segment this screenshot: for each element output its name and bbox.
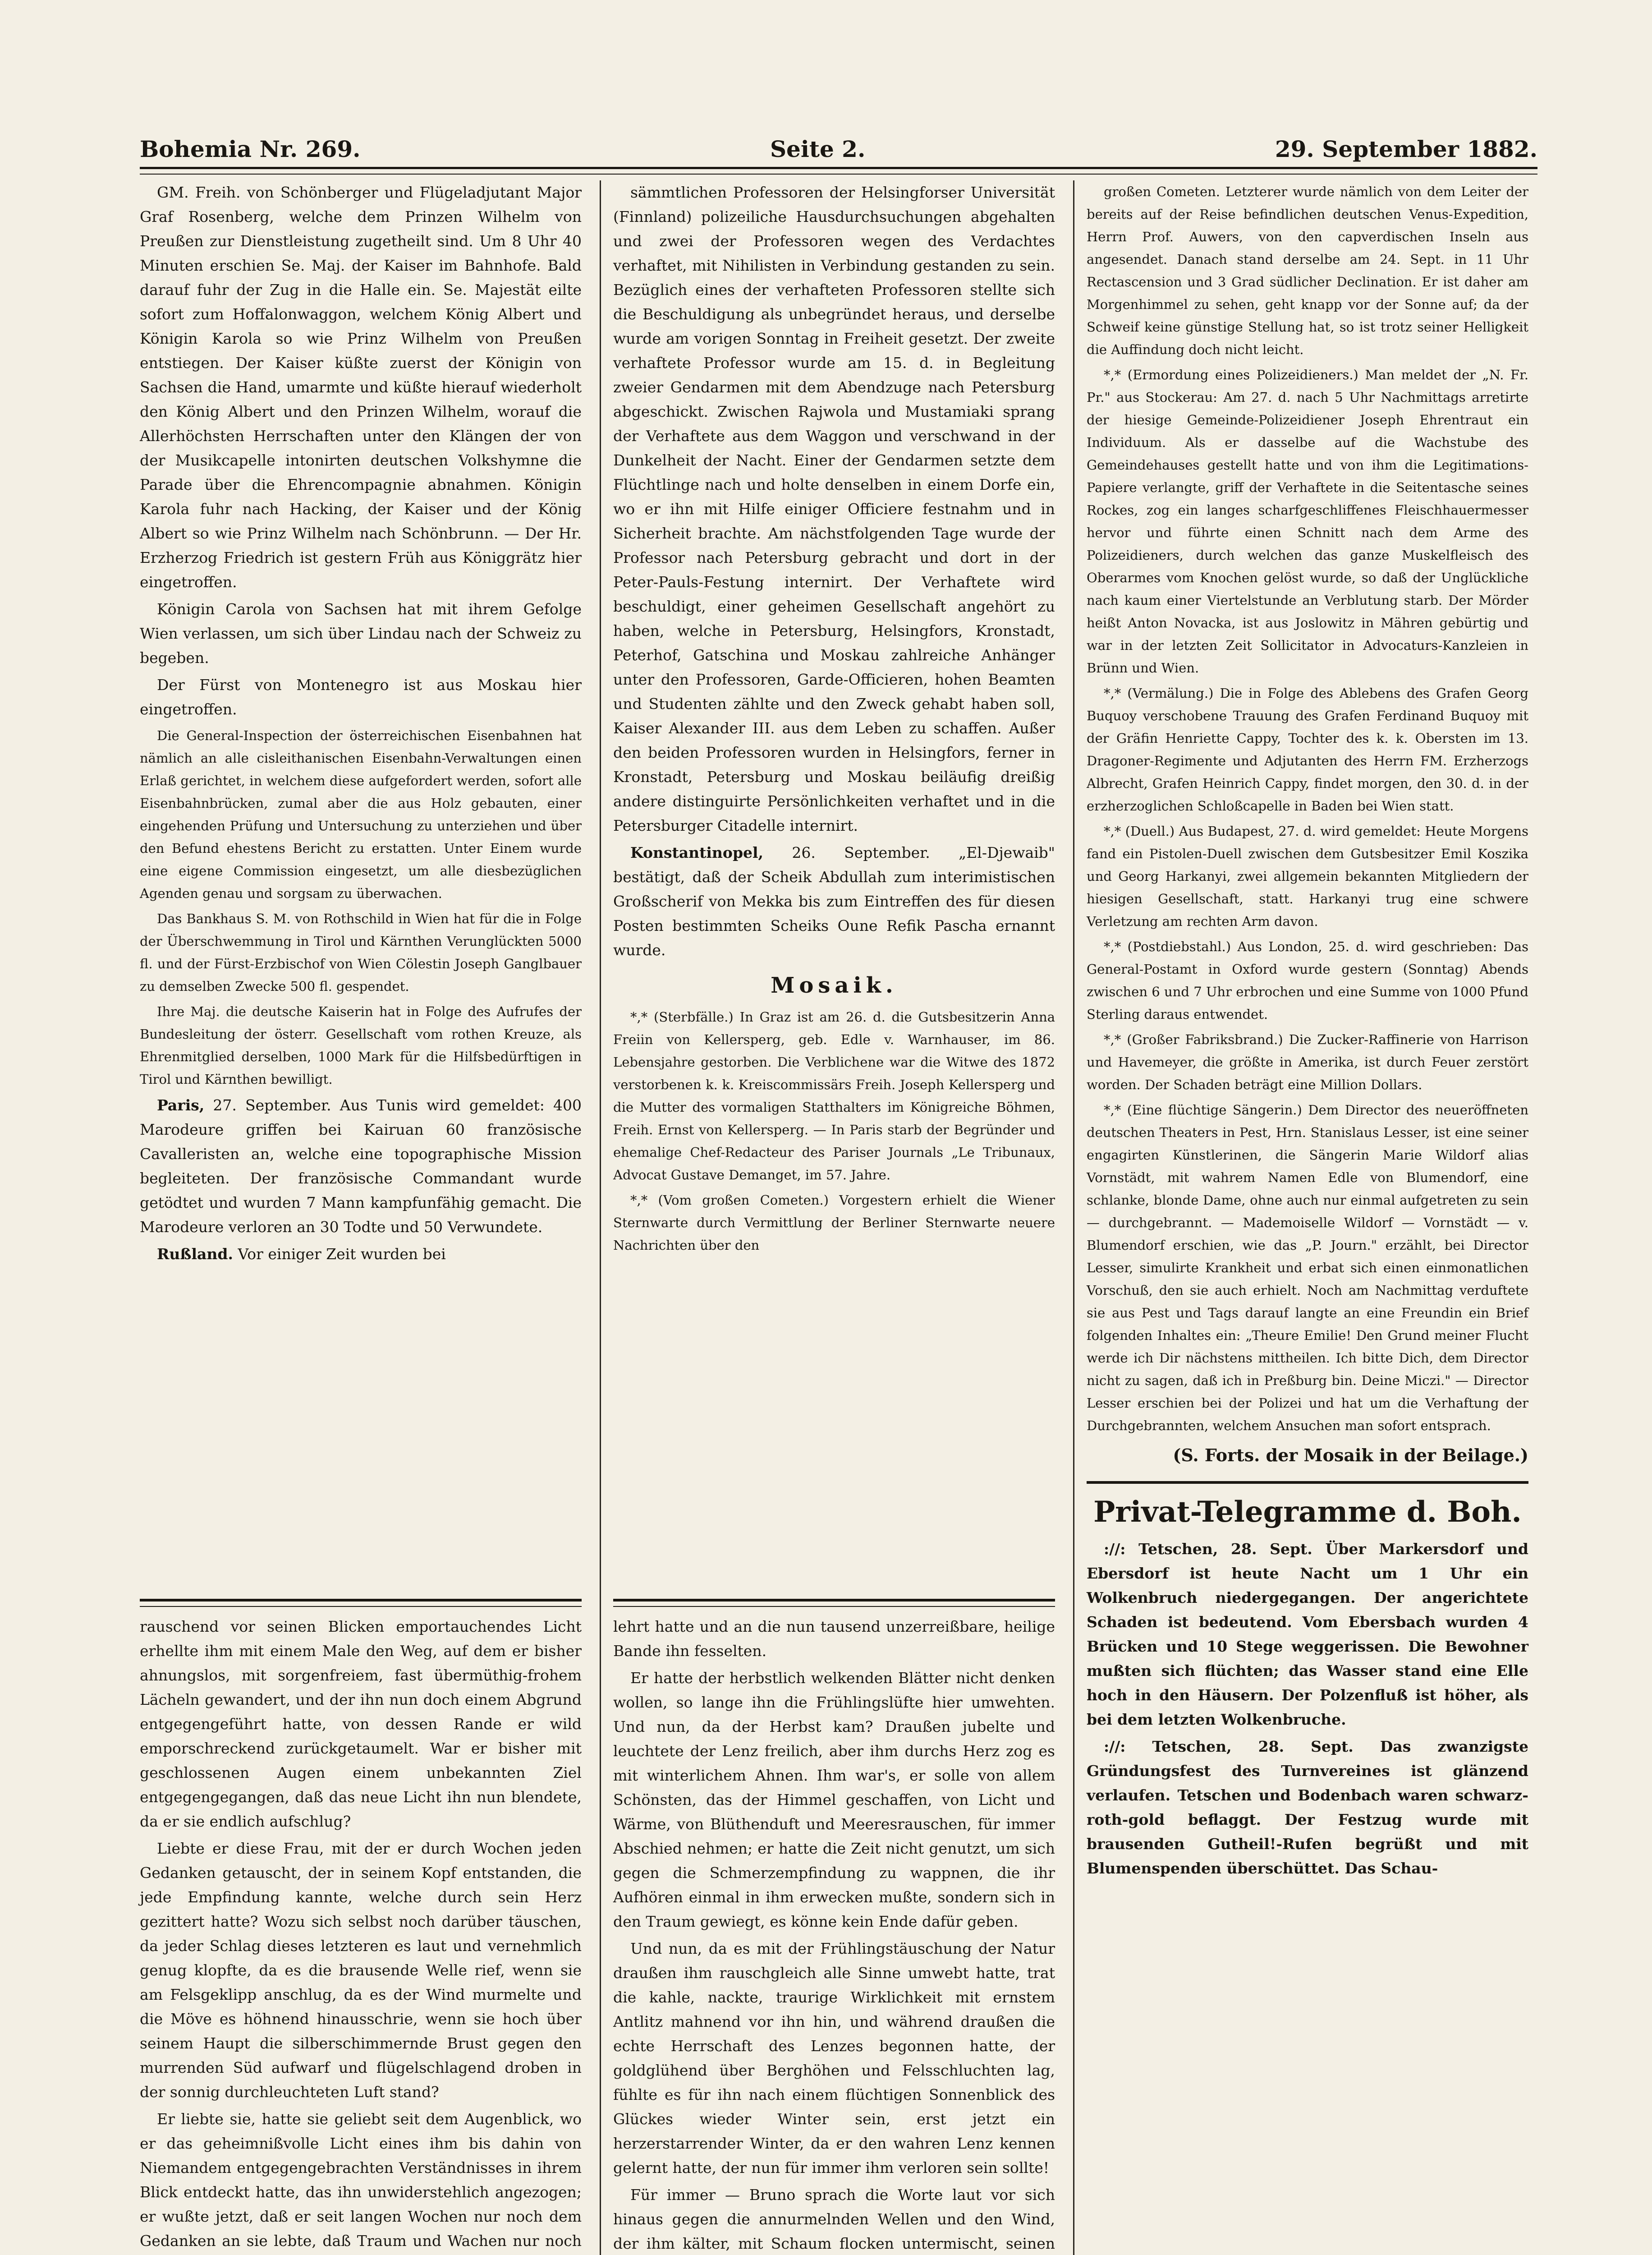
article-paragraph: sämmtlichen Professoren der Helsingforser Universität (Finnland) polizeiliche Hausdurchsuchungen abgehalten und zwei der Professoren wegen des Verdachtes verhaftet, mit Nihilisten in Verbindung gestanden zu sein. Bezüglich eines der verhafteten Professoren stellte sich die Beschuldigung als unbegründet heraus, und derselbe wurde am vorigen Sonntag in Freiheit gesetzt. Der zweite verhaftete Professor wurde am 15. d. in Begleitung zweier Gendarmen mit dem Abendzuge nach Petersburg abgeschickt. Zwischen Rajwola und Mustamiaki sprang der Verhaftete aus dem Waggon und verschwand in der Dunkelheit der Nacht. Einer der Gendarmen setzte dem Flüchtlinge nach und holte denselben in einem Dorfe ein, wo er ihn mit Hilfe einiger Officiere festnahm und in Sicherheit brachte. Am nächstfolgenden Tage wurde der Professor nach Petersburg gebracht und dort in der Peter-Pauls-Festung internirt. Der Verhaftete wird beschuldigt, einer geheimen Gesellschaft angehört zu haben, welche in Petersburg, Helsingfors, Kronstadt, Peterhof, Gatschina und Moskau zahlreiche Anhänger unter den Professoren, Garde-Officieren, hohen Beamten und Studenten zählte und den Zweck gehabt haben soll, Kaiser Alexander III. aus dem Leben zu schaffen. Außer den beiden Professoren wurden in Helsingfors, ferner in Kronstadt, Petersburg und Moskau beiläufig dreißig andere distinguirte Persönlichkeiten verhaftet und in die Petersburger Citadelle internirt. bbox=[613, 184, 1055, 834]
page-header bbox=[140, 126, 1537, 162]
feuilleton-paragraph: lehrt hatte und an die nun tausend unzerreißbare, heilige Bande ihn fesselten. bbox=[613, 1618, 1055, 1660]
telegram-item: ://: Tetschen, 28. Sept. Über Markersdorf und Ebersdorf ist heute Nacht um 1 Uhr ein Wolkenbruch niedergegangen. Der angerichtete Schaden ist bedeutend. Vom Ebersbach wurden 4 Brücken und 10 Stege weggerissen. Die Bewohner mußten sich flüchten; das Wasser stand eine Elle hoch in den Häusern. Der Polzenfluß ist höher, als bei dem letzten Wolkenbruche. bbox=[1087, 1540, 1528, 1728]
mosaik-item: großen Cometen. Letzterer wurde nämlich von dem Leiter der bereits auf der Reise befindlichen deutschen Venus-Expedition, Herrn Prof. Auwers, von den capverdischen Inseln aus angesendet. Danach stand derselbe am 24. Sept. in 11 Uhr Rectascension und 3 Grad südlicher Declination. Er ist daher am Morgenhimmel zu sehen, geht knapp vor der Sonne auf; da der Schweif keine günstige Stellung hat, so ist trotz seiner Helligkeit die Auffindung doch nicht leicht. bbox=[1087, 184, 1528, 357]
mosaik-item: *,* (Großer Fabriksbrand.) Die Zucker-Raffinerie von Harrison und Havemeyer, die größte in Amerika, ist durch Feuer zerstört worden. Der Schaden beträgt eine Million Dollars. bbox=[1087, 1032, 1528, 1092]
dateline: Paris, bbox=[157, 1096, 205, 1114]
article-paragraph: Ihre Maj. die deutsche Kaiserin hat in Folge des Aufrufes der Bundesleitung der österr. Gesellschaft vom rothen Kreuze, als Ehrenmitglied derselben, 1000 Mark für die Hilfsbedürftigen in Tirol und Kärnthen bewilligt. bbox=[140, 1004, 582, 1087]
article-paragraph: Das Bankhaus S. M. von Rothschild in Wien hat für die in Folge der Überschwemmung in Tirol und Kärnthen Verunglückten 5000 fl. und der Fürst-Erzbischof von Wien Cölestin Joseph Ganglbauer zu demselben Zwecke 500 fl. gespendet. bbox=[140, 911, 582, 994]
header-right: 29. September 1882. bbox=[1275, 136, 1537, 162]
mosaik-heading: Mosaik. bbox=[771, 973, 898, 998]
feuilleton-paragraph: Und nun, da es mit der Frühlingstäuschung der Natur draußen ihm rauschgleich alle Sinne umwebt hatte, trat die kahle, nackte, traurige Wirklichkeit mit ernstem Antlitz mahnend vor ihn hin, und während draußen die echte Herrschaft des Lenzes begonnen hatte, der goldglühend über Berghöhen und Felsschluchten lag, fühlte es für ihn nach einem flüchtigen Sonnenblick des Glückes wieder Winter sein, erst jetzt ein herzerstarrender Winter, da er den wahren Lenz kennen gelernt hatte, der nun für immer ihm verloren sein sollte! bbox=[613, 1940, 1055, 2177]
continuation-note: (S. Forts. der Mosaik in der Beilage.) bbox=[1173, 1445, 1528, 1465]
header-left: Bohemia Nr. 269. bbox=[140, 136, 361, 162]
mosaik-item: *,* (Postdiebstahl.) Aus London, 25. d. wird geschrieben: Das General-Postamt in Oxford wurde gestern (Sonntag) Abends zwischen 6 und 7 Uhr erbrochen und eine Summe von 1000 Pfund Sterling daraus entwendet. bbox=[1087, 939, 1528, 1022]
feuilleton-paragraph: rauschend vor seinen Blicken emportauchendes Licht erhellte ihm mit einem Male den Weg, auf dem er bisher ahnungslos, mit sorgenfreiem, fast übermüthig-frohem Lächeln gewandert, und der ihn nun doch einem Abgrund entgegengeführt hatte, von dessen Rande er wild emporschreckend zurückgetaumelt. War er bisher mit geschlossenen Augen einem unbekannten Ziel entgegengegangen, daß das neue Licht ihn nun blendete, da er sie endlich aufschlug? bbox=[140, 1618, 582, 1830]
column-divider bbox=[1073, 180, 1074, 2255]
mosaik-item: *,* (Vom großen Cometen.) Vorgestern erhielt die Wiener Sternwarte durch Vermittlung der Berliner Sternwarte neuere Nachrichten über den bbox=[613, 1192, 1055, 1253]
article-paragraph: Königin Carola von Sachsen hat mit ihrem Gefolge Wien verlassen, um sich über Lindau nach der Schweiz zu begeben. bbox=[140, 600, 582, 667]
column-2 bbox=[613, 180, 1055, 1259]
feuilleton-paragraph: Er hatte der herbstlich welkenden Blätter nicht denken wollen, so lange ihn die Frühlingslüfte hier umwehten. Und nun, da der Herbst kam? Draußen jubelte und leuchtete der Lenz freilich, aber ihm durchs Herz zog es mit winterlichem Ahnen. Ihm war's, er solle von allem Schönsten, das der Himmel geschaffen, von Licht und Wärme, von Blüthenduft und Meeresrauschen, für immer Abschied nehmen; er hatte die Zeit nicht genutzt, um sich gegen die Schmerzempfindung zu wappnen, die ihr Aufhören einmal in ihm erwecken mußte, sondern sich in den Traum gewiegt, es könne kein Ende dafür geben. bbox=[613, 1669, 1055, 1930]
dateline: Rußland. bbox=[157, 1245, 233, 1263]
header-rule bbox=[140, 167, 1537, 175]
feuilleton-middle bbox=[613, 1615, 1055, 2255]
feuilleton-paragraph: Er liebte sie, hatte sie geliebt seit dem Augenblick, wo er das geheimnißvolle Licht eines ihm bis dahin von Niemandem entgegengebrachten Verständnisses in ihrem Blick entdeckt hatte, das ihn unwiderstehlich angezogen; er wußte jetzt, daß er seit langen Wochen nur noch dem Gedanken an sie lebte, daß Traum und Wachen nur noch bbox=[140, 2110, 582, 2250]
newspaper-page bbox=[140, 126, 1537, 2255]
column-3 bbox=[1087, 180, 1528, 1883]
mosaik-item: *,* (Ermordung eines Polizeidieners.) Man meldet der „N. Fr. Pr." aus Stockerau: Am 27. d. nach 5 Uhr Nachmittags arretirte der hiesige Gemeinde-Polizeidiener Joseph Ehrentraut ein Individuum. Als er dasselbe auf die Wachstube des Gemeindehauses gestellt hatte und von ihm die Legitimations-Papiere verlangte, griff der Verhaftete in die Seitentasche seines Rockes, zog ein langes scharfgeschliffenes Fleischhauermesser hervor und führte einen Schnitt nach dem Arme des Polizeidieners, durch welchen das ganze Muskelfleisch des Oberarmes vom Knochen gelöst wurde, so daß der Unglückliche nach kaum einer Viertelstunde an Verblutung starb. Der Mörder heißt Anton Novacka, ist aus Joslowitz in Mähren gebürtig und war in der letzten Zeit Sollicitator in Advocaturs-Kanzleien in Brünn und Wien. bbox=[1087, 367, 1528, 676]
article-paragraph: Der Fürst von Montenegro ist aus Moskau hier eingetroffen. bbox=[140, 676, 582, 718]
telegram-item: ://: Tetschen, 28. Sept. Das zwanzigste Gründungsfest des Turnvereines ist glänzend verlaufen. Tetschen und Bodenbach waren schwarz-roth-gold beflaggt. Der Festzug wurde mit brausenden Gutheil!-Rufen begrüßt und mit Blumenspenden überschüttet. Das Schau- bbox=[1087, 1738, 1528, 1877]
column-1 bbox=[140, 180, 582, 1269]
feuilleton-left bbox=[140, 1615, 582, 2255]
feuilleton-rule bbox=[613, 1599, 1055, 1607]
feuilleton-paragraph: Für immer — Bruno sprach die Worte laut vor sich hinaus gegen die annurmelnden Wellen und den Wind, der ihm kälter, mit Schaum flocken untermischt, seinen bbox=[613, 2186, 1055, 2252]
mosaik-item: *,* (Eine flüchtige Sängerin.) Dem Director des neueröffneten deutschen Theaters in Pest, Hrn. Stanislaus Lesser, ist eine seiner engagirten Künstlerinen, die Sängerin Marie Wildorf alias Vornstädt, mit wahrem Namen Edle von Blumendorf, eine schlanke, blonde Dame, ohne auch nur einmal aufgetreten zu sein — durchgebrannt. — Mademoiselle Wildorf — Vornstädt — v. Blumendorf erschien, wie das „P. Journ." erzählt, bei Director Lesser, simulirte Krankheit und erbat sich einen einmonatlichen Vorschuß, den sie auch erhielt. Noch am Nachmittag verduftete sie aus Pest und Tags darauf langte an eine Freundin ein Brief folgenden Inhaltes ein: „Theure Emilie! Den Grund meiner Flucht werde ich Dir nächstens mittheilen. Ich bitte Dich, dem Director nicht zu sagen, daß ich in Preßburg bin. Deine Miczi." — Director Lesser erschien bei der Polizei und hat um die Verhaftung der Durchgebrannten, welchem Ansuchen man sofort entsprach. bbox=[1087, 1102, 1528, 1433]
mosaik-item: *,* (Duell.) Aus Budapest, 27. d. wird gemeldet: Heute Morgens fand ein Pistolen-Duell zwischen dem Gutsbesitzer Emil Koszika und Georg Harkanyi, zwei allgemein bekannten Mitgliedern der hiesigen Gesellschaft, statt. Harkanyi trug eine schwere Verletzung am rechten Arm davon. bbox=[1087, 824, 1528, 929]
article-paragraph: GM. Freih. von Schönberger und Flügeladjutant Major Graf Rosenberg, welche dem Prinzen Wilhelm von Preußen zur Dienstleistung zugetheilt sind. Um 8 Uhr 40 Minuten erschien Se. Maj. der Kaiser im Bahnhofe. Bald darauf fuhr der Zug in die Halle ein. Se. Majestät eilte sofort zum Hoffalonwaggon, welchem König Albert und Königin Karola so wie Prinz Wilhelm von Preußen entstiegen. Der Kaiser küßte zuerst der Königin von Sachsen die Hand, umarmte und küßte hierauf wiederholt den König Albert und den Prinzen Wilhelm, worauf die Allerhöchsten Herrschaften unter den Klängen der von der Musikcapelle intonirten deutschen Volkshymne die Parade über die Ehrencompagnie abnahmen. Königin Karola fuhr nach Hacking, der Kaiser und der König Albert so wie Prinz Wilhelm nach Schönbrunn. — Der Hr. Erzherzog Friedrich ist gestern Früh aus Königgrätz hier eingetroffen. bbox=[140, 184, 582, 591]
article-paragraph: Die General-Inspection der österreichischen Eisenbahnen hat nämlich an alle cisleithanischen Eisenbahn-Verwaltungen einen Erlaß gerichtet, in welchem diese aufgefordert werden, sofort alle Eisenbahnbrücken, zumal aber die aus Holz gebauten, einer eingehenden Prüfung und Untersuchung zu unterziehen und über den Befund ehestens Bericht zu erstatten. Unter Einem wurde eine eigene Commission eingesetzt, um alle diesbezüglichen Agenden genau und sorgsam zu überwachen. bbox=[140, 728, 582, 901]
article-paragraph: Konstantinopel, 26. September. „El-Djewaib" bestätigt, daß der Scheik Abdullah zum interimistischen Großscherif von Mekka bis zum Eintreffen des für diesen Posten bestimmten Scheiks Oune Refik Pascha ernannt wurde. bbox=[613, 844, 1055, 959]
mosaik-item: *,* (Vermälung.) Die in Folge des Ablebens des Grafen Georg Buquoy verschobene Trauung des Grafen Ferdinand Buquoy mit der Gräfin Henriette Cappy, Tochter des k. k. Obersten im 13. Dragoner-Regimente und Adjutanten des Herrn FM. Erzherzogs Albrecht, Grafen Heinrich Cappy, findet morgen, den 30. d. in der erzherzoglichen Schloßcapelle in Baden bei Wien statt. bbox=[1087, 686, 1528, 814]
mosaik-item: *,* (Sterbfälle.) In Graz ist am 26. d. die Gutsbesitzerin Anna Freiin von Kellersperg, geb. Edle v. Warnhauser, im 86. Lebensjahre gestorben. Die Verblichene war die Witwe des 1872 verstorbenen k. k. Kreiscommissärs Freih. Joseph Kellersperg und die Mutter des vormaligen Statthalters im Königreiche Böhmen, Freih. Ernst von Kellersperg. — In Paris starb der Begründer und ehemalige Chef-Redacteur des Pariser Journals „Le Tribunaux, Advocat Gustave Demanget, im 57. Jahre. bbox=[613, 1009, 1055, 1183]
header-center: Seite 2. bbox=[770, 136, 866, 162]
article-paragraph: Rußland. Vor einiger Zeit wurden bei bbox=[157, 1245, 446, 1263]
feuilleton-rule bbox=[140, 1599, 582, 1607]
dateline: Konstantinopel, bbox=[630, 844, 764, 861]
telegram-heading: Privat-Telegramme d. Boh. bbox=[1087, 1481, 1528, 1532]
column-divider bbox=[600, 180, 601, 2255]
article-paragraph: Paris, 27. September. Aus Tunis wird gemeldet: 400 Marodeure griffen bei Kairuan 60 französische Cavalleristen an, welche eine topographische Mission begleiteten. Der französische Commandant wurde getödtet und wurden 7 Mann kampfunfähig gemacht. Die Marodeure verloren an 30 Todte und 50 Verwundete. bbox=[140, 1096, 582, 1236]
feuilleton-paragraph: Liebte er diese Frau, mit der er durch Wochen jeden Gedanken getauscht, der in seinem Kopf entstanden, die jede Empfindung kannte, welche durch sein Herz gezittert hatte? Wozu sich selbst noch darüber täuschen, da jeder Schlag dieses letzteren es laut und vernehmlich genug klopfte, da es die brausende Welle rief, wenn sie am Felsgeklipp anschlug, da es der Wind murmelte und die Möve es höhnend hinausschrie, wenn sie hoch über seinem Haupt die silberschimmernde Brust gegen den murrenden Süd aufwarf und flügelschlagend droben in der sonnig durchleuchteten Luft stand? bbox=[140, 1840, 582, 2101]
